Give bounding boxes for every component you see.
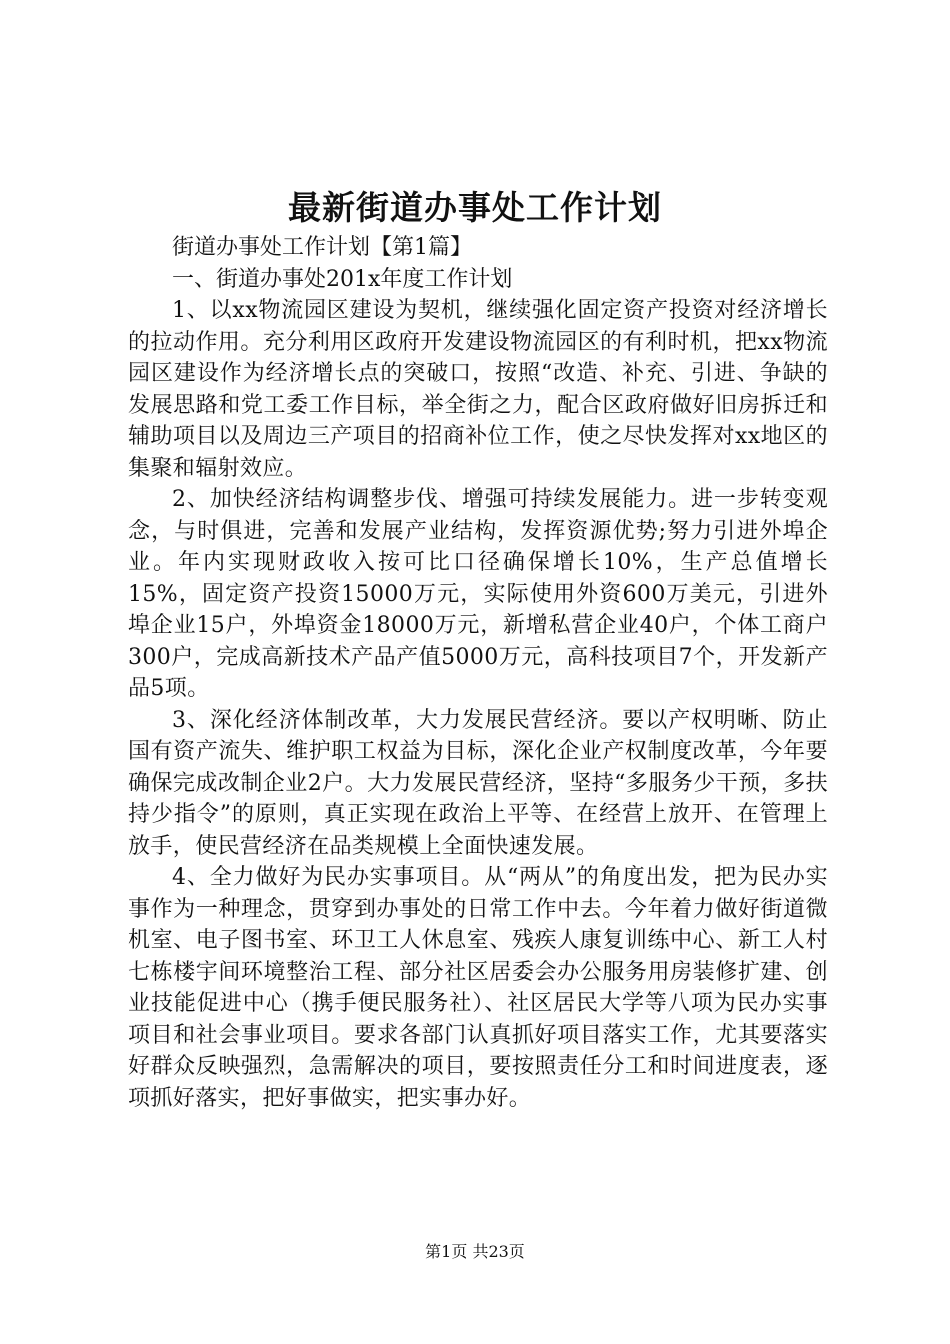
paragraph-4: 4、全力做好为民办实事项目。从“两从”的角度出发，把为民办实事作为一种理念，贯穿到办事处的日常工作中去。今年着力做好街道微机室、电子图书室、环卫工人休息室、残疾人康复训练中心、新工人村七栋楼宇间环境整治工程、部分社区居委会办公服务用房装修扩建、创业技能促进中心（携手便民服务社）、社区居民大学等八项为民办实事项目和社会事业项目。要求各部门认真抓好项目落实工作，尤其要落实好群众反映强烈，急需解决的项目，要按照责任分工和时间进度表，逐项抓好落实，把好事做实，把实事办好。 [128, 865, 828, 1111]
document-title: 最新街道办事处工作计划 [288, 188, 662, 227]
page-footer: 第1页 共23页 [425, 1242, 525, 1261]
document-body [128, 232, 828, 1114]
subheading: 一、街道办事处201x年度工作计划 [172, 266, 513, 292]
paragraph-1: 1、以xx物流园区建设为契机，继续强化固定资产投资对经济增长的拉动作用。充分利用区政府开发建设物流园区的有利时机，把xx物流园区建设作为经济增长点的突破口，按照“改造、补充、引进、争缺的发展思路和党工委工作目标，举全街之力，配合区政府做好旧房拆迁和辅助项目以及周边三产项目的招商补位工作，使之尽快发挥对xx地区的集聚和辐射效应。 [128, 298, 828, 481]
paragraph-2: 2、加快经济结构调整步伐、增强可持续发展能力。进一步转变观念，与时俱进，完善和发展产业结构，发挥资源优势;努力引进外埠企业。年内实现财政收入按可比口径确保增长10%，生产总值增长15%，固定资产投资15000万元，实际使用外资600万美元，引进外埠企业15户，外埠资金18000万元，新增私营企业40户，个体工商户300户，完成高新技术产品产值5000万元，高科技项目7个，开发新产品5项。 [128, 487, 828, 701]
paragraph-3: 3、深化经济体制改革，大力发展民营经济。要以产权明晰、防止国有资产流失、维护职工权益为目标，深化企业产权制度改革，今年要确保完成改制企业2户。大力发展民营经济，坚持“多服务少干预，多扶持少指令”的原则，真正实现在政治上平等、在经营上放开、在管理上放手，使民营经济在品类规模上全面快速发展。 [128, 707, 828, 859]
section-heading: 街道办事处工作计划【第1篇】 [172, 235, 472, 260]
